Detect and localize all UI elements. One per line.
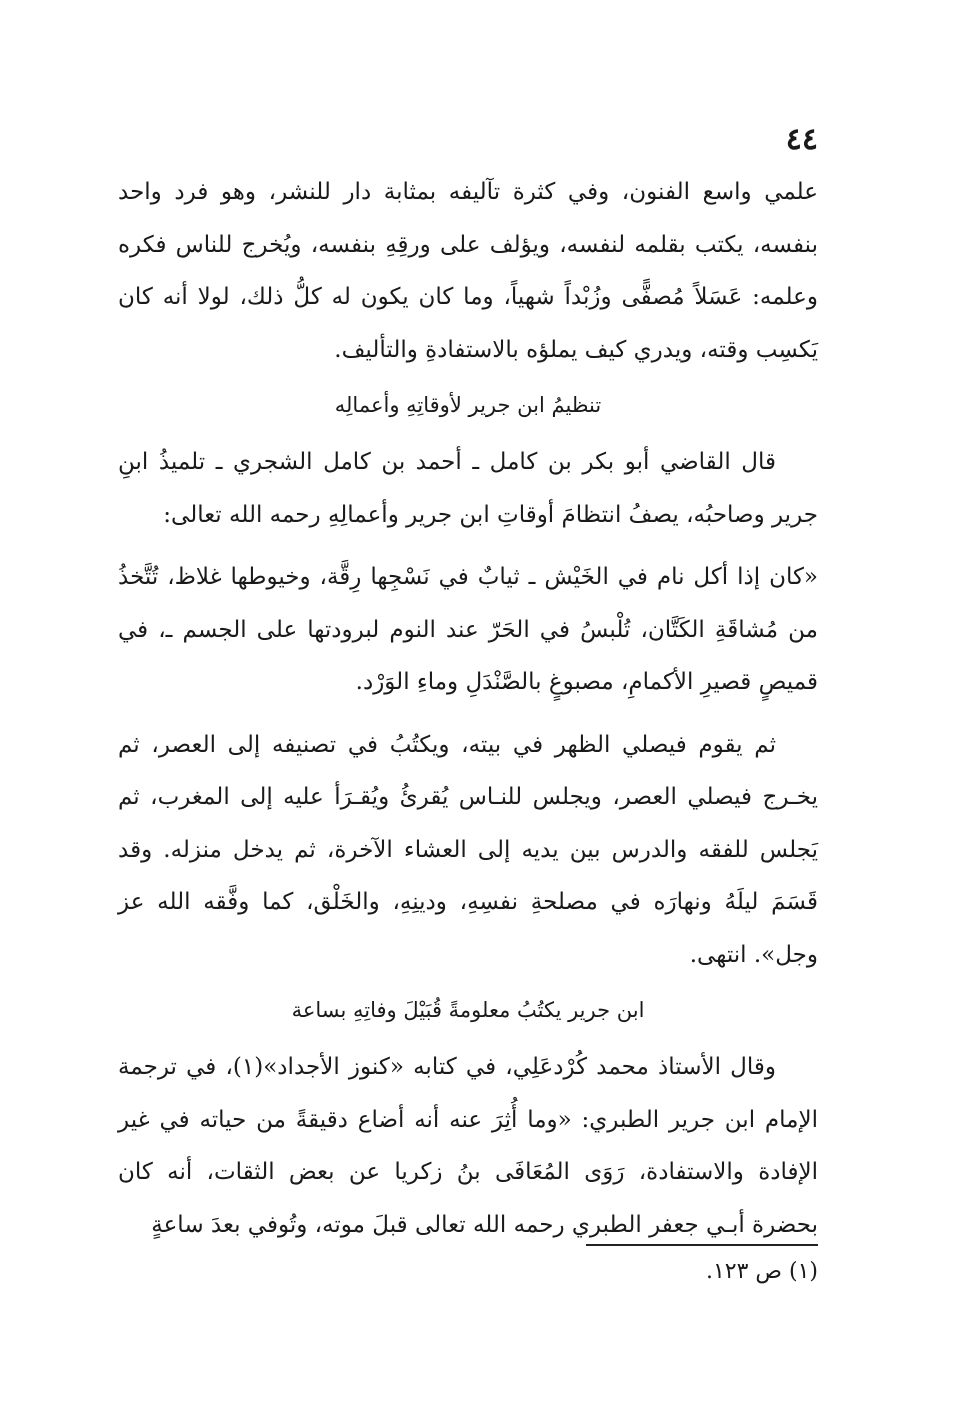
paragraph-quote-daily-routine: ثم يقوم فيصلي الظهر في بيته، ويكتُبُ في تصنيفه إلى العصر، ثم يخـرج فيصلي العصر، ويجلس للنـاس يُقرئُ ويُقـرَأ عليه إلى المغرب، ثم يَجلس للفقه والدرس بين يديه إلى العشاء الآخرة، ثم يدخل منزله. وقد قَسَمَ ليلَهُ ونهارَه في مصلحةِ نفسِهِ، ودينِهِ، والخَلْق، كما وفَّقه الله عز وجل». انتهى. (118, 731, 818, 968)
paragraph-qadi-quote-intro: قال القاضي أبو بكر بن كامل ـ أحمد بن كامل الشجري ـ تلميذُ ابنِ جرير وصاحبُه، يصفُ انتظامَ أوقاتِ ابن جرير وأعمالِهِ رحمه الله تعالى: (118, 449, 818, 528)
paragraph-quote-sleep: «كان إذا أكل نام في الخَيْش ـ ثيابٌ في نَسْجِها رِقَّة، وخيوطها غلاظ، تُتَّخذُ من مُشاقَةِ الكَتَّان، تُلْبسُ في الحَرّ عند النوم لبرودتها على الجسم ـ، في قميصٍ قصيرِ الأكمامِ، مصبوغٍ بالصَّنْدَلِ وماءِ الوَرْد. (118, 564, 818, 695)
page-number: ٤٤ (785, 122, 818, 157)
section-heading-writing-before-death: ابن جرير يكتُبُ معلومةً قُبَيْلَ وفاتِهِ بساعة (291, 998, 645, 1022)
paragraph-intro: علمي واسع الفنون، وفي كثرة تآليفه بمثابة دار للنشر، وهو فرد واحد بنفسه، يكتب بقلمه لنفسه، ويؤلف على ورقِهِ بنفسه، ويُخرج للناس فكره وعلمه: عَسَلاً مُصفًّى وزُبْداً شهياً، وما كان يكون له كلُّ ذلك، لولا أنه كان يَكسِب وقته، ويدري كيف يملؤه بالاستفادةِ والتأليف. (118, 179, 818, 363)
footnote-divider (586, 1244, 818, 1246)
book-page (118, 120, 818, 1251)
footnote: (١) ص ١٢٣. (705, 1259, 818, 1284)
section-heading-time-organization: تنظيمُ ابن جرير لأوقاتِهِ وأعمالِه (334, 393, 602, 417)
paragraph-kurd-ali-quote: وقال الأستاذ محمد كُرْدعَلِي، في كتابه «كنوز الأجداد»(١)، في ترجمة الإمام ابن جرير الطبري: «وما أُثِرَ عنه أنه أضاع دقيقةً من حياته في غير الإفادة والاستفادة، رَوَى المُعَافَى بنُ زكريا عن بعض الثقات، أنه كان بحضرة أبـي جعفر الطبري رحمه الله تعالى قبلَ موته، وتُوفي بعدَ ساعةٍ (118, 1054, 818, 1238)
